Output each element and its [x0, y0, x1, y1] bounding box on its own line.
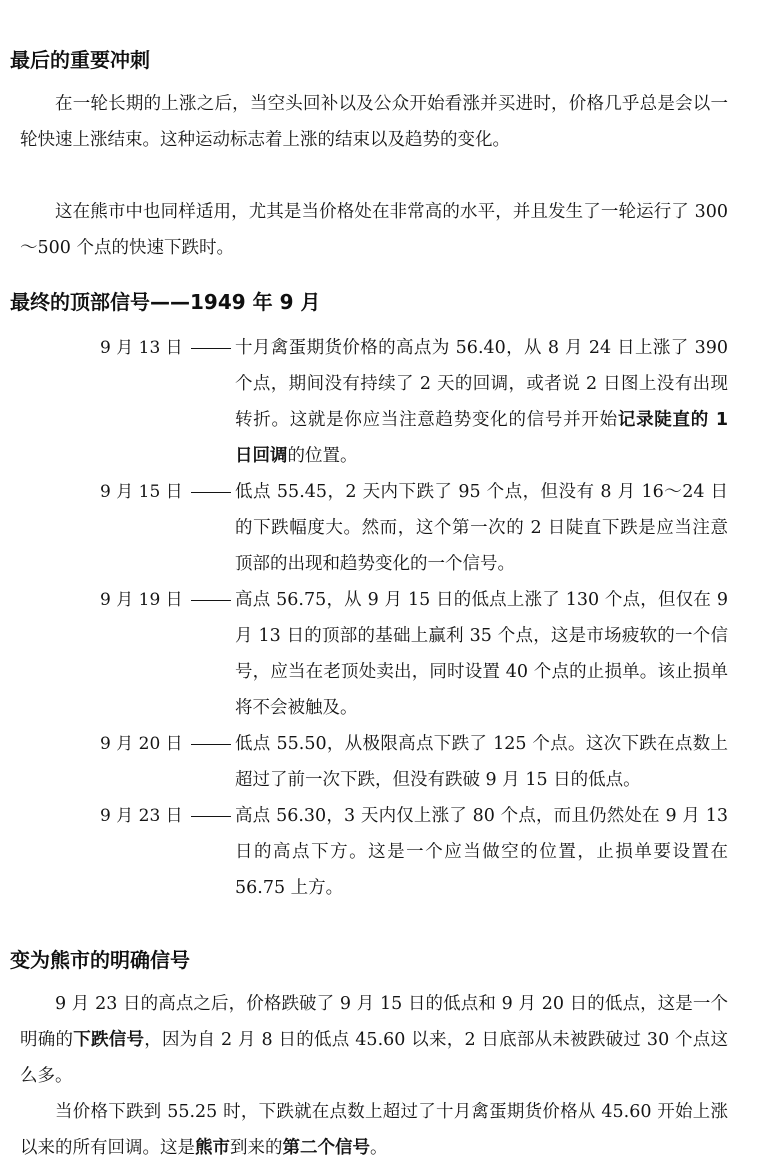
- em-dash: [191, 582, 235, 618]
- paragraph-final-push-1: 在一轮长期的上涨之后，当空头回补以及公众开始看涨并买进时，价格几乎总是会以一轮快速上涨结束。这种运动标志着上涨的结束以及趋势的变化。: [20, 94, 728, 150]
- date-entry: [100, 726, 728, 798]
- em-dash: [191, 726, 235, 762]
- date-entry: [100, 582, 728, 726]
- heading-final-top-signal: 最终的顶部信号——1949 年 9 月: [10, 290, 321, 314]
- date-entry-list: [100, 330, 728, 906]
- heading-bear-market-signal: 变为熊市的明确信号: [10, 948, 190, 972]
- entry-date: 9 月 23 日: [100, 806, 183, 826]
- bold-phrase: 第二个信号: [282, 1138, 370, 1158]
- entry-description: 高点 56.30，3 天内仅上涨了 80 个点，而且仍然处在 9 月 13 日的高点下方。这是一个应当做空的位置，止损单要设置在 56.75 上方。: [235, 806, 728, 898]
- bold-phrase: 下跌信号: [73, 1030, 145, 1050]
- entry-date: 9 月 20 日: [100, 734, 183, 754]
- paragraph-bear-signal-2: 当价格下跌到 55.25 时，下跌就在点数上超过了十月禽蛋期货价格从 45.60 开始上涨以来的所有回调。这是熊市到来的第二个信号。: [20, 1102, 728, 1158]
- entry-description: 十月禽蛋期货价格的高点为 56.40，从 8 月 24 日上涨了 390 个点，期间没有持续了 2 天的回调，或者说 2 日图上没有出现转折。这就是你应当注意趋势变化的信号并开始记录陡直的 1 日回调的位置。: [235, 338, 728, 466]
- entry-date: 9 月 19 日: [100, 590, 183, 610]
- paragraph-bear-signal-1: 9 月 23 日的高点之后，价格跌破了 9 月 15 日的低点和 9 月 20 日的低点，这是一个明确的下跌信号，因为自 2 月 8 日的低点 45.60 以来，2 日底部从未被跌破过 30 个点这么多。: [20, 994, 729, 1086]
- em-dash: [191, 474, 235, 510]
- date-entry: [100, 798, 728, 906]
- entry-date: 9 月 13 日: [100, 338, 183, 358]
- bold-phrase: 熊市: [195, 1138, 230, 1158]
- entry-description: 低点 55.45，2 天内下跌了 95 个点，但没有 8 月 16～24 日的下跌幅度大。然而，这个第一次的 2 日陡直下跌是应当注意顶部的出现和趋势变化的一个信号。: [235, 482, 728, 574]
- bold-phrase: 记录陡直的 1 日回调: [235, 410, 728, 466]
- em-dash: [191, 798, 235, 834]
- date-entry: [100, 330, 728, 474]
- entry-date: 9 月 15 日: [100, 482, 183, 502]
- date-entry: [100, 474, 728, 582]
- heading-final-push: 最后的重要冲刺: [10, 48, 150, 72]
- paragraph-final-push-2: 这在熊市中也同样适用，尤其是当价格处在非常高的水平，并且发生了一轮运行了 300～500 个点的快速下跌时。: [20, 202, 728, 258]
- em-dash: [191, 330, 235, 366]
- entry-description: 高点 56.75，从 9 月 15 日的低点上涨了 130 个点，但仅在 9 月 13 日的顶部的基础上赢利 35 个点，这是市场疲软的一个信号，应当在老顶处卖出，同时设置 40 个点的止损单。该止损单将不会被触及。: [235, 590, 728, 718]
- entry-description: 低点 55.50，从极限高点下跌了 125 个点。这次下跌在点数上超过了前一次下跌，但没有跌破 9 月 15 日的低点。: [235, 734, 728, 790]
